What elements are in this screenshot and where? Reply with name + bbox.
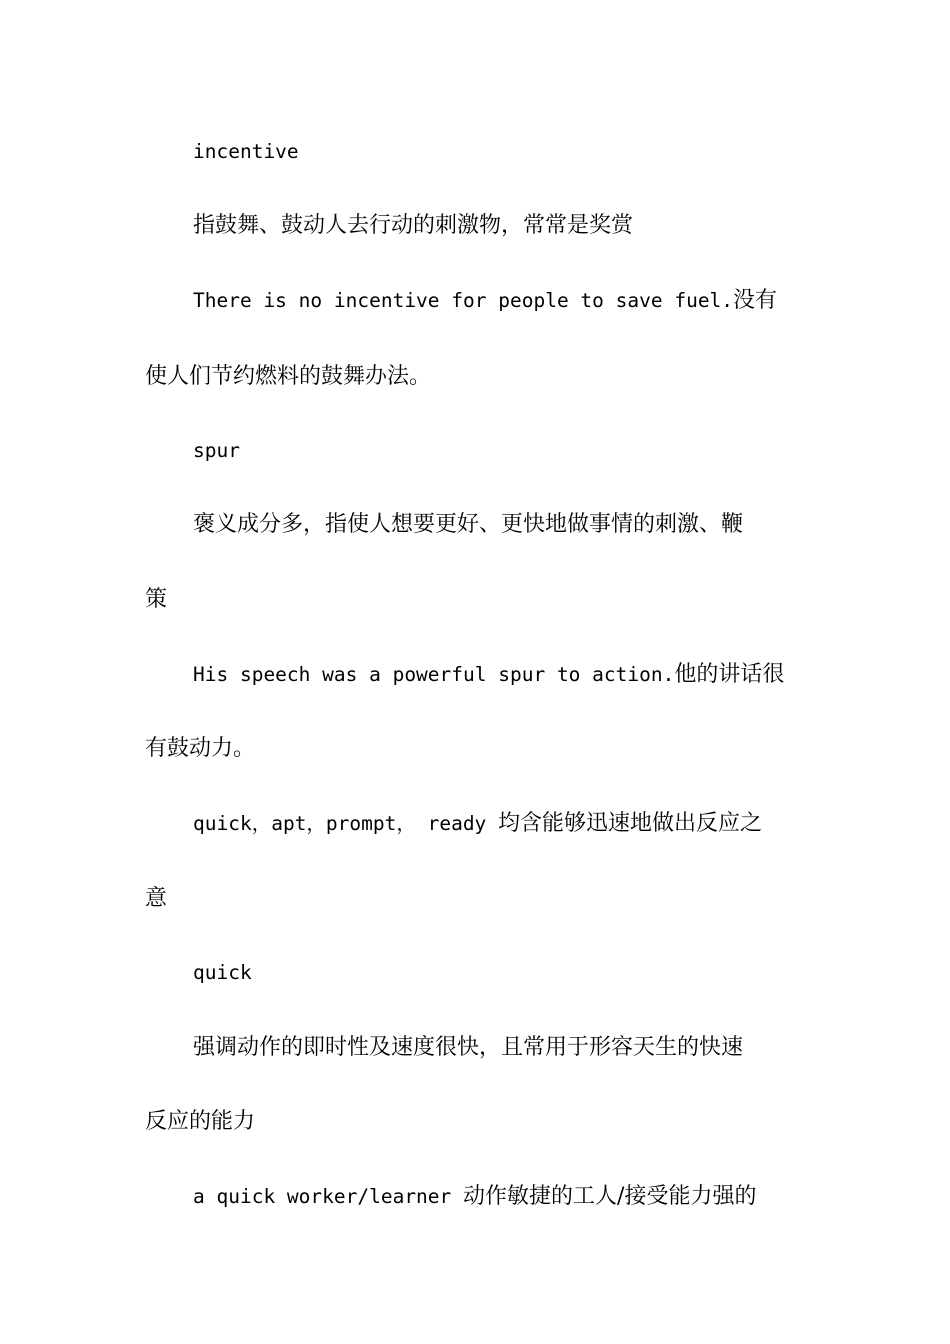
example-incentive-line-2: 使人们节约燃料的鼓舞办法。 — [145, 364, 432, 389]
definition-spur-line-1: 褒义成分多，指使人想要更好、更快地做事情的刺激、鞭 — [193, 512, 744, 537]
headword-incentive: incentive — [193, 140, 299, 163]
example-spur-line-2: 有鼓动力。 — [145, 736, 256, 761]
synonyms-heading-line-1: quick，apt，prompt， ready 均含能够迅速地做出反应之 — [193, 811, 763, 836]
synonyms-heading-line-2: 意 — [145, 886, 168, 911]
example-spur-line-1: His speech was a powerful spur to action.他的讲话很 — [193, 662, 785, 687]
example-incentive-line-1: There is no incentive for people to save fuel.没有 — [193, 288, 778, 313]
example-quick-line-1: a quick worker/learner 动作敏捷的工人/接受能力强的 — [193, 1184, 757, 1209]
definition-quick-line-1: 强调动作的即时性及速度很快，且常用于形容天生的快速 — [193, 1035, 744, 1060]
definition-incentive: 指鼓舞、鼓动人去行动的刺激物，常常是奖赏 — [193, 213, 634, 238]
definition-spur-line-2: 策 — [145, 587, 168, 612]
headword-spur: spur — [193, 439, 240, 462]
headword-quick: quick — [193, 961, 252, 984]
definition-quick-line-2: 反应的能力 — [145, 1109, 256, 1134]
